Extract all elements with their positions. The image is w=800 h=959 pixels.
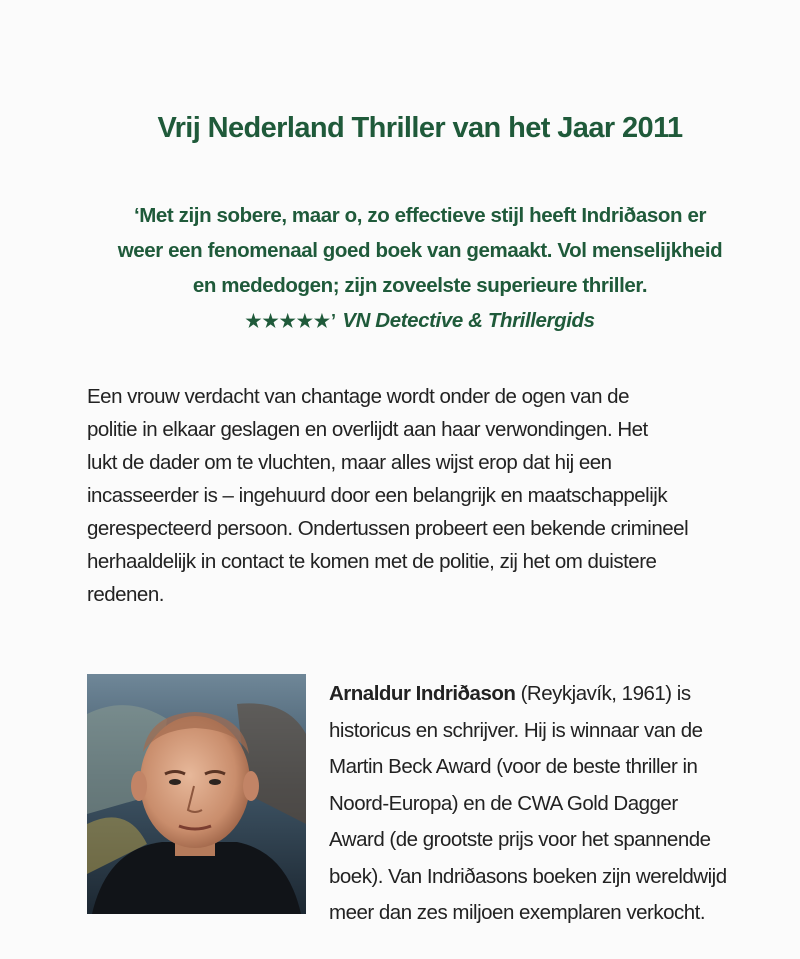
bio-line	[329, 676, 779, 713]
bio-line: Martin Beck Award (voor de beste thriller in	[329, 755, 698, 778]
summary-line: gerespecteerd persoon. Ondertussen probeert een bekende crimineel	[87, 517, 689, 540]
bio-line: historicus en schrijver. Hij is winnaar van de	[329, 718, 703, 742]
bio-line: boek). Van Indriðasons boeken zijn wereldwijd	[329, 864, 727, 888]
author-name: Arnaldur Indriðason	[329, 682, 516, 705]
book-summary	[87, 380, 767, 611]
review-quote	[60, 198, 780, 339]
award-headline: Vrij Nederland Thriller van het Jaar 2011	[157, 112, 683, 144]
quote-line: weer een fenomenaal goed boek van gemaakt. Vol menselijkheid	[117, 239, 723, 262]
star-rating: ★★★★★’	[245, 311, 338, 331]
quote-line: ‘Met zijn sobere, maar o, zo effectieve stijl heeft Indriðason er	[133, 204, 707, 227]
bio-line: Noord-Europa) en de CWA Gold Dagger	[329, 791, 678, 815]
author-photo	[87, 674, 306, 914]
author-bio	[329, 676, 779, 932]
quote-attribution	[60, 303, 780, 339]
summary-line: redenen.	[87, 583, 164, 606]
bio-line: meer dan zes miljoen exemplaren verkocht.	[329, 901, 706, 924]
summary-line: incasseerder is – ingehuurd door een belangrijk en maatschappelijk	[87, 484, 668, 507]
bio-line: Award (de grootste prijs voor het spannende	[329, 828, 711, 851]
summary-line: herhaaldelijk in contact te komen met de politie, zij het om duistere	[87, 550, 657, 573]
summary-line: politie in elkaar geslagen en overlijdt aan haar verwondingen. Het	[87, 418, 648, 441]
author-birth: (Reykjavík, 1961) is	[515, 682, 691, 705]
quote-source: VN Detective & Thrillergids	[342, 309, 595, 332]
summary-line: lukt de dader om te vluchten, maar alles wijst erop dat hij een	[87, 451, 612, 474]
summary-line: Een vrouw verdacht van chantage wordt onder de ogen van de	[87, 385, 629, 408]
quote-line: en mededogen; zijn zoveelste superieure thriller.	[192, 274, 648, 297]
